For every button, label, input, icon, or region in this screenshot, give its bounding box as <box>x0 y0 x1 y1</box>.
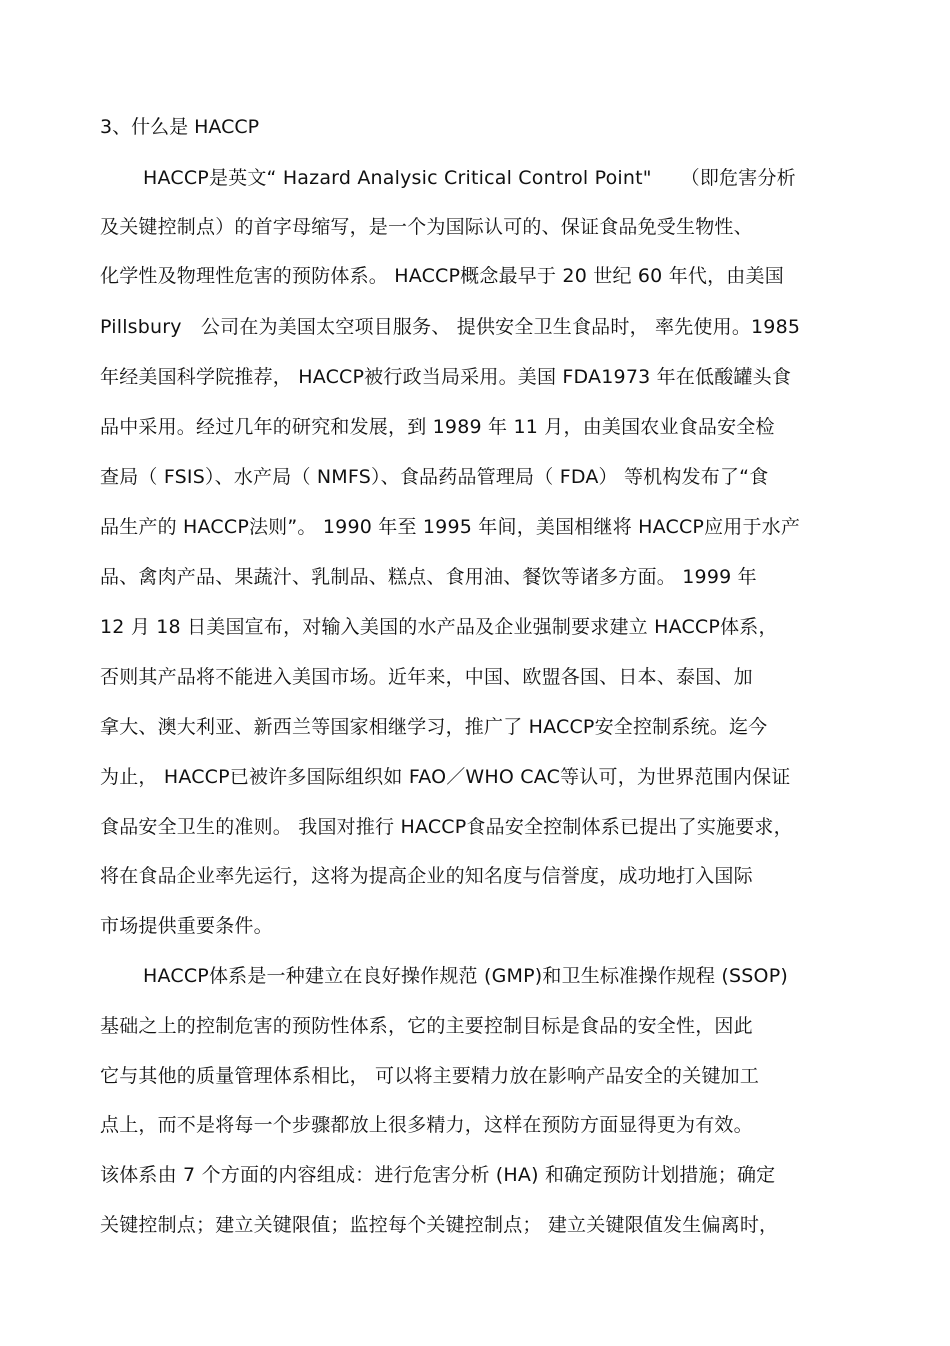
paragraph-1-line: 将在食品企业率先运行，这将为提高企业的知名度与信誉度，成功地打入国际 <box>100 865 753 887</box>
paragraph-1-line: 品中采用。经过几年的研究和发展，到 1989 年 11 月，由美国农业食品安全检 <box>100 416 775 438</box>
paragraph-1-line: 年经美国科学院推荐， HACCP被行政当局采用。美国 FDA1973 年在低酸罐头食 <box>100 366 792 388</box>
paragraph-1-line: 拿大、澳大利亚、新西兰等国家相继学习，推广了 HACCP安全控制系统。迄今 <box>100 716 768 738</box>
paragraph-2-line: 它与其他的质量管理体系相比， 可以将主要精力放在影响产品安全的关键加工 <box>100 1065 760 1087</box>
paragraph-1-line: 及关键控制点）的首字母缩写，是一个为国际认可的、保证食品免受生物性、 <box>100 216 753 238</box>
paragraph-1-line: 否则其产品将不能进入美国市场。近年来，中国、欧盟各国、日本、泰国、加 <box>100 666 753 688</box>
paragraph-2-line: HACCP体系是一种建立在良好操作规范 (GMP)和卫生标准操作规程 (SSOP) <box>143 965 788 987</box>
paragraph-1-line: 化学性及物理性危害的预防体系。 HACCP概念最早于 20 世纪 60 年代，由美国 <box>100 265 784 287</box>
paragraph-1-line: 品、禽肉产品、果蔬汁、乳制品、糕点、食用油、餐饮等诸多方面。 1999 年 <box>100 566 757 588</box>
section-heading: 3、什么是 HACCP <box>100 116 260 138</box>
paragraph-1-line: 12 月 18 日美国宣布，对输入美国的水产品及企业强制要求建立 HACCP体系， <box>100 616 778 638</box>
paragraph-1-line: HACCP是英文“ Hazard Analysic Critical Control Point" （即危害分析 <box>143 167 796 189</box>
paragraph-1-line: 为止， HACCP已被许多国际组织如 FAO／WHO CAC等认可，为世界范围内保证 <box>100 766 791 788</box>
paragraph-1-line: 品生产的 HACCP法则”。 1990 年至 1995 年间，美国相继将 HACCP应用于水产 <box>100 516 801 538</box>
paragraph-2-line: 基础之上的控制危害的预防性体系，它的主要控制目标是食品的安全性，因此 <box>100 1015 753 1037</box>
paragraph-1-line: 查局（ FSIS）、水产局（ NMFS）、食品药品管理局（ FDA） 等机构发布了“食 <box>100 466 769 488</box>
paragraph-1-line: Pillsbury 公司在为美国太空项目服务、 提供安全卫生食品时， 率先使用。1985 <box>100 316 801 338</box>
paragraph-2-line: 点上，而不是将每一个步骤都放上很多精力，这样在预防方面显得更为有效。 <box>100 1114 753 1136</box>
paragraph-2-line: 该体系由 7 个方面的内容组成：进行危害分析 (HA) 和确定预防计划措施；确定 <box>100 1164 776 1186</box>
paragraph-1-line: 食品安全卫生的准则。 我国对推行 HACCP食品安全控制体系已提出了实施要求， <box>100 816 793 838</box>
paragraph-1-line: 市场提供重要条件。 <box>100 915 273 937</box>
paragraph-2-line: 关键控制点；建立关键限值；监控每个关键控制点； 建立关键限值发生偏离时， <box>100 1214 779 1236</box>
